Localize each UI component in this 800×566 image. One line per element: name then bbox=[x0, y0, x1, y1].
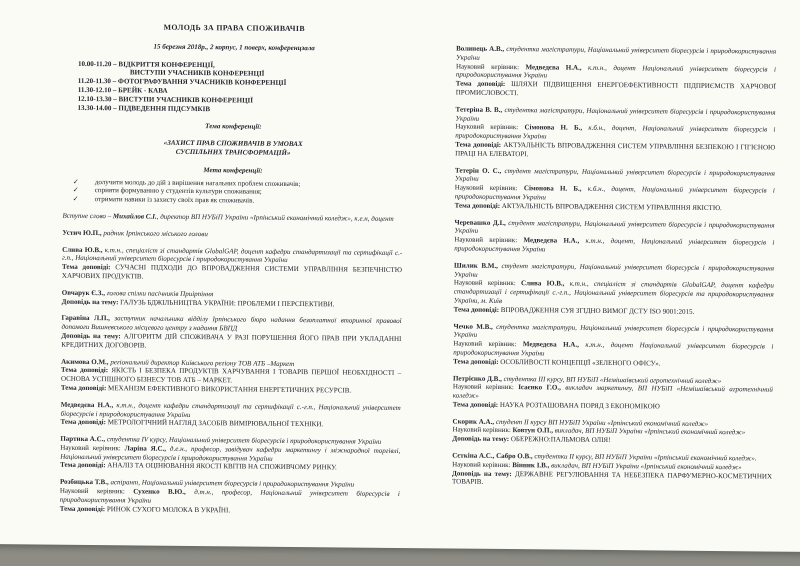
program-entry bbox=[61, 314, 401, 352]
text-run: Тема доповіді: bbox=[61, 262, 116, 272]
text-run: Сімонова Н. Б., bbox=[524, 123, 589, 133]
program-entry-line bbox=[62, 212, 402, 224]
text-run: Науковий керівник: bbox=[454, 235, 524, 245]
text-run: Черевашко Д.І., bbox=[454, 218, 509, 227]
program-entry-line bbox=[62, 263, 402, 284]
text-run: Науковий керівник: bbox=[454, 183, 524, 193]
text-run: Медведєва Н.А., bbox=[525, 62, 589, 72]
text-run: Науковий керівник: bbox=[452, 460, 513, 469]
text-run: Тема доповіді: bbox=[59, 504, 107, 513]
text-run: Науковий керівник: bbox=[59, 486, 134, 496]
page-title: МОЛОДЬ ЗА ПРАВА СПОЖИВАЧІВ bbox=[163, 22, 306, 34]
text-run: Медведєва Н.А., bbox=[523, 236, 586, 245]
schedule-line: 12.10-13.30 – ВИСТУПИ УЧАСНИКІВ КОНФЕРЕНЦІЇ bbox=[77, 94, 254, 105]
checkmark-icon: ✓ bbox=[72, 195, 79, 204]
text-run: АКТУАЛЬНІСТЬ ВПРОВАДЖЕННЯ СИСТЕМ УПРАВЛІННЯ БЕЗПЕКОЮ І ГІГІЄНОЮ ПРАЦІ НА ЕЛЕВАТОРІ. bbox=[455, 140, 776, 158]
text-run: студентка магістратури, Національний університет біоресурсів і природокористування України bbox=[456, 45, 777, 62]
program-entry bbox=[455, 105, 775, 161]
text-run: Сухенко В.Ю., bbox=[133, 487, 195, 497]
text-run: Тема доповіді: bbox=[455, 79, 512, 89]
text-run: Партика А.С., bbox=[60, 434, 107, 444]
text-run: к.б.н., доцент, Національний університет біоресурсів і природокористування України bbox=[455, 124, 776, 141]
program-entry-line bbox=[61, 332, 401, 353]
text-run: АЛГОРИТМ ДІЙ СПОЖИВАЧА У РАЗІ ПОРУШЕННЯ ЙОГО ПРАВ ПРИ УКЛАДАННІ КРЕДИТНИХ ДОГОВОРІВ. bbox=[61, 332, 402, 350]
text-run: НАУКА РОЗТАШОВАНА ПОРЯД З ЕКОНОМІКОЮ bbox=[499, 400, 660, 411]
text-run: Тема доповіді: bbox=[61, 366, 112, 375]
right-column bbox=[452, 37, 776, 490]
text-run: ОБЕРЕЖНО:ПАЛЬМОВА ОЛІЯ! bbox=[510, 435, 611, 445]
program-entry-line bbox=[60, 418, 400, 430]
program-entry-line bbox=[60, 461, 400, 473]
text-run: Слива Ю.В., bbox=[521, 279, 570, 288]
text-run: Тема доповіді: bbox=[455, 140, 504, 149]
text-run: Науковий керівник: bbox=[453, 278, 522, 288]
text-run: Тема доповіді: bbox=[452, 400, 500, 409]
program-entry-line bbox=[452, 469, 772, 490]
text-run: ГАЛУЗЬ БДЖІЛЬНИЦТВА УКРАЇНИ: ПРОБЛЕМИ І ПЕРСПЕКТИВИ. bbox=[120, 297, 335, 308]
text-run: Овчарук Є.З., bbox=[61, 288, 107, 297]
text-run: Доповідь на тему: bbox=[61, 297, 121, 306]
checkmark-icon: ✓ bbox=[72, 177, 79, 186]
text-run: к.т.н., доцент Національний університет біоресурсів і природокористування України bbox=[455, 63, 776, 80]
text-run: ВПРОВАДЖЕННЯ СУЯ ЗГІДНО ВИМОГ ДСТУ ISO 9001:2015. bbox=[500, 305, 695, 316]
left-column bbox=[60, 23, 405, 517]
text-run: студентка магістратури, Національний університет біоресурсів і природокористування України bbox=[453, 322, 774, 340]
program-entry bbox=[61, 357, 401, 395]
text-run: Шилик В.М., bbox=[454, 261, 502, 270]
program-entry-line bbox=[456, 80, 776, 101]
text-run: Устич Ю.П., bbox=[62, 228, 104, 237]
program-entry-line bbox=[62, 297, 402, 309]
program-entry bbox=[62, 288, 402, 309]
text-run: , директор ВП НУБіП України «Ірпінський економічний коледж», к.е.н, доцент bbox=[156, 212, 394, 223]
program-entry bbox=[456, 45, 776, 101]
text-run: Вінник І.В., bbox=[512, 460, 552, 470]
text-run: Медведєва Н.А., bbox=[60, 400, 117, 409]
text-run: Тема доповіді: bbox=[453, 357, 501, 366]
text-run: д.е.н., професор, завідувач кафедри маркетингу і міжнародної торгівлі, Національний університет біоресурсів і природокористування України bbox=[60, 444, 401, 463]
text-run: ЯКІСТЬ І БЕЗПЕКА ПРОДУКТІВ ХАРЧУВАННЯ І ТОВАРІВ ПЕРШОЇ НЕОБХІДНОСТІ – ОСНОВА УСПІШНОГО БІЗНЕСУ ТОВ АТБ – МАРКЕТ. bbox=[60, 366, 402, 385]
text-run: Науковий керівник: bbox=[453, 339, 523, 349]
program-entry bbox=[454, 218, 774, 256]
program-entry-line bbox=[60, 504, 400, 516]
text-run: к.т.н., спеціаліст зі стандартів GlobalGAP, доцент кафедри стандартизації і сертифікації с.-г.п., Національний університет біоресурсів та природокористування України, м. Київ bbox=[453, 279, 774, 305]
program-entry bbox=[60, 400, 400, 430]
text-run: Тетеріна В. В., bbox=[455, 105, 505, 114]
text-run: студентка IV курсу, Національний університет біоресурсів і природокористування України bbox=[106, 435, 382, 446]
text-run: Тема доповіді: bbox=[60, 383, 109, 393]
text-run: Науковий керівник: bbox=[60, 443, 125, 453]
text-run: ОСОБЛИВОСТІ КОНЦЕПЦІЇ «ЗЕЛЕНОГО ОФІСУ». bbox=[500, 357, 661, 368]
text-run: студентки ІІ курсу, ВП НУБіП України «Ірпінський економічний коледж». bbox=[534, 452, 757, 463]
text-run: Михайлов С.І. bbox=[112, 212, 157, 221]
goal-item: ✓ отримати навики із захисту своїх прав як споживачів. bbox=[72, 195, 255, 205]
text-run: Доповідь на тему: bbox=[61, 331, 124, 341]
goal-list bbox=[63, 177, 403, 207]
program-entry bbox=[454, 261, 774, 317]
checkmark-icon: ✓ bbox=[72, 186, 79, 195]
text-run: Доповідь на тему: bbox=[452, 469, 516, 478]
text-run: Тема доповіді: bbox=[60, 461, 108, 470]
text-run: Ісаєнко Г.О., bbox=[518, 383, 566, 392]
program-entry bbox=[455, 166, 775, 213]
text-run: Слива Ю.В., bbox=[62, 245, 105, 254]
text-run: Сімонова Н. Б., bbox=[523, 184, 588, 193]
text-run: аспірант, Національний університет біоресурсів і природокористування України bbox=[110, 478, 355, 489]
schedule-line: ВИСТУПИ УЧАСНИКІВ КОНФЕРЕНЦІЇ bbox=[129, 68, 265, 79]
text-run: викладач, ВП НУБіП України «Ірпінський економічний коледж» bbox=[554, 426, 746, 437]
conference-theme-label: Тема конференції: bbox=[205, 122, 262, 132]
program-entry bbox=[452, 417, 772, 446]
text-run: к.т.н., доцент, Національний університет біоресурсів і природокористування України bbox=[454, 236, 775, 254]
program-entry bbox=[60, 478, 400, 516]
text-run: заступник начальника відділу Ірпінського бюро надання безоплатної вторинної правової допомоги Вишневського місцевого центру з надання БВПД bbox=[61, 314, 402, 333]
text-run: к.т.н., доцент Національний університет біоресурсів і природокористування України bbox=[453, 340, 774, 358]
program-entry bbox=[453, 374, 773, 412]
program-entry bbox=[62, 229, 402, 241]
text-run: Ларіна Я.С., bbox=[124, 444, 170, 453]
text-run: викладач, ВП НУБіП України «Ірпінський економічний коледж» bbox=[551, 461, 742, 472]
text-run: к.б.н., доцент, Національний університет біоресурсів і природокористування України bbox=[454, 184, 775, 202]
text-run: радник Ірпінського міського голови bbox=[103, 228, 208, 238]
goal-item: ✓ сприяти формуванню у студентів культури споживання; bbox=[72, 186, 262, 197]
text-run: студент магістратури, Національний університет біоресурсів і природокористування України bbox=[453, 261, 775, 279]
program-entry-line bbox=[61, 384, 401, 396]
text-run: МЕХАНІЗМ ЕФЕКТИВНОГО ВИКОРИСТАННЯ ЕНЕРГЕТИЧНИХ РЕСУРСІВ. bbox=[108, 384, 352, 395]
text-run: Волинець А.В., bbox=[456, 44, 507, 54]
goal-item: ✓ долучити молодь до дій з вирішення нагальних проблем споживачів; bbox=[72, 177, 301, 188]
text-run: Тема доповіді: bbox=[60, 418, 108, 427]
text-run: регіональний директор Київського регіону ТОВ АТБ –Маркет bbox=[110, 357, 295, 368]
text-run: Тема доповіді: bbox=[453, 305, 501, 314]
program-entry bbox=[62, 212, 402, 224]
text-run: СУЧАСНІ ПІДХОДИ ДО ВПРОВАДЖЕННЯ СИСТЕМИ УПРАВЛІННЯ БЕЗПЕЧНІСТЮ ХАРЧОВИХ ПРОДУКТІВ. bbox=[61, 263, 403, 281]
text-run: ШЛЯХИ ПІДВИЩЕННЯ ЕНЕРГОЕФЕКТИВНОСТІ ПІДПРИЄМСТВ ХАРЧОВОЇ ПРОМИСЛОВОСТІ. bbox=[455, 80, 776, 98]
text-run: Науковий керівник: bbox=[455, 122, 525, 132]
conference-theme-line2: СУСПІЛЬНИХ ТРАНСФОРМАЦІЙ» bbox=[175, 147, 291, 157]
text-run: Науковий керівник: bbox=[452, 425, 513, 435]
schedule-line: 11.30-12.10 – БРЕЙК - КАВА bbox=[77, 85, 168, 95]
conference-theme bbox=[108, 138, 358, 158]
text-run: Петрієнко Д.В., bbox=[452, 374, 504, 383]
program-entry-line bbox=[454, 236, 774, 257]
text-run: ДЕРЖАВНЕ РЕГУЛЮВАННЯ ТА НЕБЕЗПЕКА ПАРФУМЕРНО-КОСМЕТИЧНИХ ТОВАРІВ. bbox=[451, 469, 773, 487]
text-run: Розбицька Т.В., bbox=[59, 478, 111, 487]
text-run: студентка ІІІ курсу, ВП НУБіП «Немішаївський агротехнічний коледж» bbox=[503, 374, 722, 385]
text-run: Доповідь на тему: bbox=[452, 434, 511, 444]
text-run: к.т.н., спеціаліст зі стандартів GlobalGAP, доцент кафедри стандартизації та сертифікації с.-г.п., Національний університет біоресурсів і природокористування України bbox=[62, 245, 403, 265]
text-run: Гаравіна Л.П., bbox=[61, 314, 115, 323]
program-entry-line bbox=[454, 279, 774, 308]
text-run: АНАЛІЗ ТА ОЦІНЮВАННЯ ЯКОСТІ КВІТІВ НА СПОЖИВЧОМУ РИНКУ. bbox=[107, 461, 337, 472]
conference-theme-line1: «ЗАХИСТ ПРАВ СПОЖИВАЧІВ В УМОВАХ bbox=[163, 138, 303, 149]
text-run: РИНОК СУХОГО МОЛОКА В УКРАЇНІ. bbox=[106, 504, 231, 515]
program-entry-line bbox=[62, 229, 402, 241]
event-date-location: 15 березня 2018р., 2 корпус, 1 поверх, конференцзала bbox=[153, 42, 315, 52]
text-run: Науковий керівник: bbox=[452, 382, 519, 392]
text-run: Акимова О.М., bbox=[61, 357, 111, 366]
text-run: Тема доповіді: bbox=[454, 201, 502, 210]
program-entry-line bbox=[453, 357, 773, 369]
text-run: д.т.н., професор, Національний університет біоресурсів і природокористування України bbox=[59, 488, 400, 505]
text-run: Чечко М.В., bbox=[453, 322, 497, 331]
text-run: голова спілки пасічників Приірпіння bbox=[106, 288, 214, 298]
text-run: студент магістратури, Національний університет біоресурсів і природокористування України bbox=[454, 166, 776, 184]
program-entry bbox=[62, 245, 402, 283]
text-run: студент магістратури, Національний університет біоресурсів і природокористування України bbox=[454, 218, 775, 236]
schedule-line: 10.00-11.20 – ВІДКРИТТЯ КОНФЕРЕНЦІЇ, bbox=[77, 59, 215, 69]
text-run: Тетерін О. С., bbox=[454, 166, 505, 175]
text-run: Медведєва Н.А., bbox=[522, 340, 586, 349]
text-run: студент ІІ курсу ВП НУБіП України «Ірпінський економічний коледж» bbox=[495, 417, 709, 428]
schedule-list bbox=[64, 59, 404, 115]
schedule-line: 13.30-14.00 – ПІДВЕДЕННЯ ПІДСУМКІВ bbox=[77, 103, 211, 113]
program-entries-left bbox=[60, 212, 403, 517]
program-entry-line bbox=[455, 140, 775, 161]
program-entry bbox=[452, 452, 772, 490]
schedule-line: 11.20-11.30 – ФОТОГРАФУВАННЯ УЧАСНИКІВ КОНФЕРЕНЦІЇ bbox=[77, 77, 287, 88]
conference-goal-label: Мета конференції: bbox=[203, 165, 263, 175]
program-entries-right bbox=[452, 45, 776, 490]
program-entry-line bbox=[453, 400, 773, 412]
text-run: Науковий керівник: bbox=[455, 62, 526, 71]
program-entry-line bbox=[455, 201, 775, 213]
text-run: викладач маркетингу, ВП НУБіП «Немішаївський агротехнічний коледж» bbox=[452, 383, 773, 400]
program-entry bbox=[453, 322, 773, 369]
text-run: Скорик А.А., bbox=[452, 417, 496, 426]
text-run: Сєткіна А.С., Сабро О.В., bbox=[452, 451, 535, 461]
text-run: МЕТРОЛОГІЧНИЙ НАГЛЯД ЗАСОБІВ ВИМІРЮВАЛЬНОЇ ТЕХНІКИ. bbox=[107, 418, 324, 429]
text-run: Вступне слово – bbox=[62, 211, 113, 221]
text-run: к.т.н., доцент кафедри стандартизації та сертифікації с.-г.п., Національний університет біоресурсів і природокористування України bbox=[60, 400, 401, 419]
text-run: студентка магістратури, Національний університет біоресурсів і природокористування України bbox=[455, 105, 776, 123]
text-run: Ковтун О.П., bbox=[512, 426, 555, 435]
text-run: АКТУАЛЬНІСТЬ ВПРОВАДЖЕННЯ СИСТЕМ УПРАВЛІННЯ ЯКІСТЮ. bbox=[501, 201, 722, 212]
program-entry-line bbox=[454, 305, 774, 317]
program-entry bbox=[60, 435, 400, 473]
